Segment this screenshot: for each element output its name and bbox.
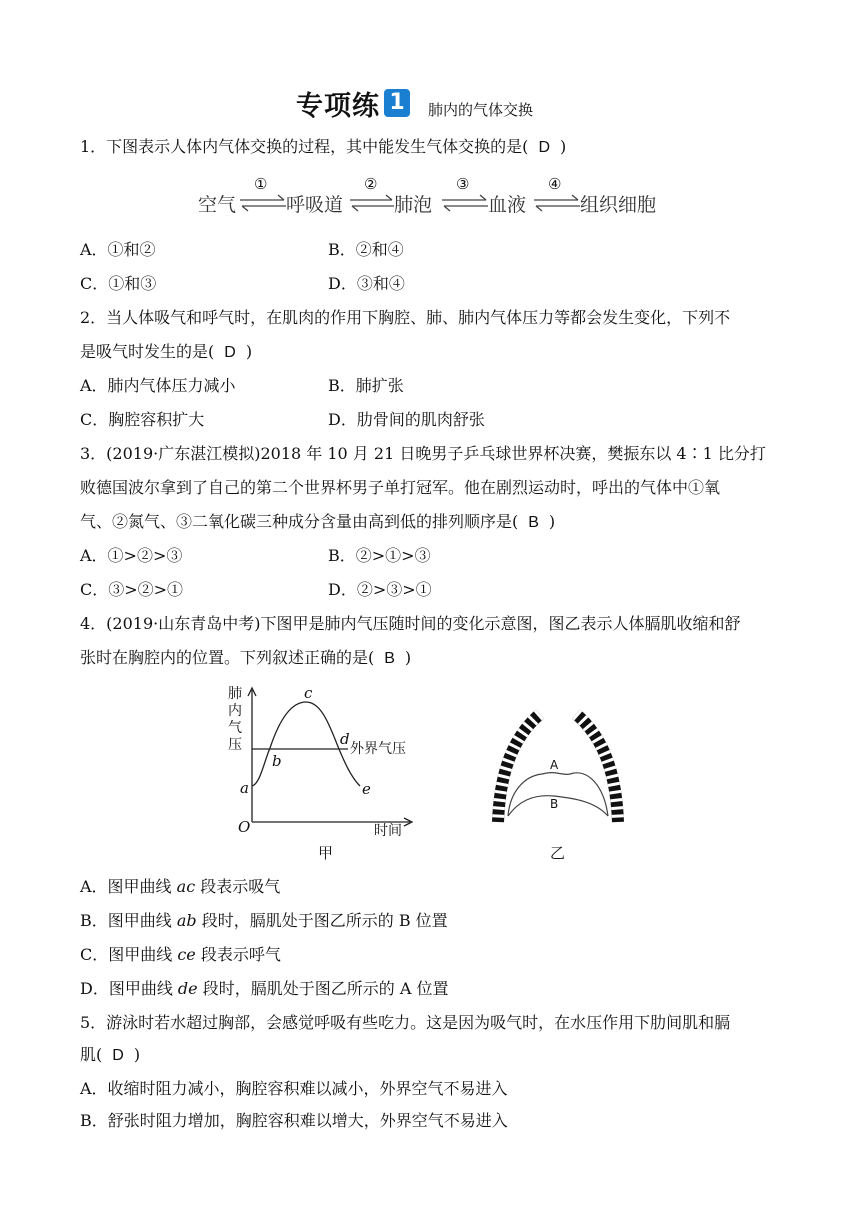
figure-jia (220, 684, 420, 864)
page-subtitle: 肺内的气体交换 (428, 100, 534, 119)
point-c-label: c (304, 684, 313, 702)
q2-option-c: C．胸腔容积扩大 (80, 410, 205, 429)
q1-option-d: D．③和④ (328, 274, 405, 293)
q2-option-a: A．肺内气体压力减小 (80, 376, 236, 395)
q3-answer: B (528, 514, 539, 531)
q2-option-b: B．肺扩张 (328, 376, 404, 395)
q4-option-a: A．图甲曲线 ac 段表示吸气 (80, 877, 281, 896)
q4-stem-line2: 张时在胸腔内的位置。下列叙述正确的是( B ) (80, 648, 412, 667)
diaphragm-diagram (484, 704, 644, 844)
curve-b-label: B (550, 797, 559, 811)
q1-option-b: B．②和④ (328, 240, 404, 259)
x-axis-label: 时间 (374, 823, 402, 839)
q3-option-b: B．②>①>③ (328, 546, 431, 565)
q3-stem-line1: 3．(2019·广东湛江模拟)2018 年 10 月 21 日晚男子乒乓球世界杯决赛，樊振东以 4∶1 比分打 (80, 444, 766, 463)
arrow-label-4: ④ (548, 175, 562, 193)
figure-yi (484, 704, 644, 864)
chain-node-airway: 呼吸道 (286, 194, 344, 216)
q5-stem-line1: 5．游泳时若水超过胸部，会感觉呼吸有些吃力。这是因为吸气时，在水压作用下肋间肌和膈 (80, 1013, 731, 1032)
chain-arrows (198, 176, 668, 220)
q3-option-c: C．③>②>① (80, 580, 184, 599)
point-a-label: a (240, 779, 249, 797)
q3-stem-line3: 气、②氮气、③二氧化碳三种成分含量由高到低的排列顺序是( B ) (80, 512, 556, 531)
gas-exchange-chain (198, 176, 668, 220)
q5-option-a: A．收缩时阻力减小，胸腔容积难以减小，外界空气不易进入 (80, 1079, 508, 1098)
q3-option-d: D．②>③>① (328, 580, 432, 599)
q2-option-d: D．肋骨间的肌肉舒张 (328, 410, 485, 429)
chain-node-alveoli: 肺泡 (394, 194, 433, 216)
q4-answer: B (384, 650, 395, 667)
page-header (296, 86, 533, 120)
q2-answer: D (224, 344, 236, 361)
arrow-label-1: ① (254, 175, 268, 193)
curve-a-label: A (550, 758, 559, 772)
q5-stem-line2: 肌( D ) (80, 1045, 141, 1064)
q1-option-c: C．①和③ (80, 274, 157, 293)
point-d-label: d (340, 730, 350, 748)
q4-stem-line1: 4．(2019·山东青岛中考)下图甲是肺内气压随时间的变化示意图，图乙表示人体膈肌收缩和舒 (80, 614, 741, 633)
q2-stem-line1: 2．当人体吸气和呼气时，在肌肉的作用下胸腔、肺、肺内气体压力等都会发生变化，下列不 (80, 308, 731, 327)
atmospheric-pressure-label: 外界气压 (350, 741, 406, 757)
point-b-label: b (272, 752, 282, 770)
q5-option-b: B．舒张时阻力增加，胸腔容积难以增大，外界空气不易进入 (80, 1111, 508, 1130)
chain-node-tissue-cells: 组织细胞 (580, 194, 657, 216)
q1-option-a: A．①和② (80, 240, 156, 259)
q1-answer: D (538, 139, 550, 156)
page-title: 专项练 (296, 90, 380, 122)
point-e-label: e (362, 780, 371, 798)
chain-node-blood: 血液 (488, 194, 527, 216)
q2-stem-line2: 是吸气时发生的是( D ) (80, 342, 253, 361)
q3-option-a: A．①>②>③ (80, 546, 183, 565)
chain-node-air: 空气 (198, 194, 237, 216)
q4-option-d: D．图甲曲线 de 段时，膈肌处于图乙所示的 A 位置 (80, 979, 449, 998)
q5-answer: D (112, 1047, 124, 1064)
arrow-label-3: ③ (456, 175, 470, 193)
y-axis-label: 肺内气压 (228, 686, 242, 753)
figure-jia-caption: 甲 (318, 844, 334, 862)
q1-stem: 1．下图表示人体内气体交换的过程，其中能发生气体交换的是( D ) (80, 137, 567, 156)
exercise-number-badge: 1 (384, 89, 410, 117)
origin-label: O (238, 818, 251, 836)
q3-stem-line2: 败德国波尔拿到了自己的第二个世界杯男子单打冠军。他在剧烈运动时，呼出的气体中①氧 (80, 478, 721, 497)
q4-option-c: C．图甲曲线 ce 段表示呼气 (80, 945, 281, 964)
q4-option-b: B．图甲曲线 ab 段时，膈肌处于图乙所示的 B 位置 (80, 911, 448, 930)
figure-yi-caption: 乙 (550, 844, 566, 862)
arrow-label-2: ② (364, 175, 378, 193)
